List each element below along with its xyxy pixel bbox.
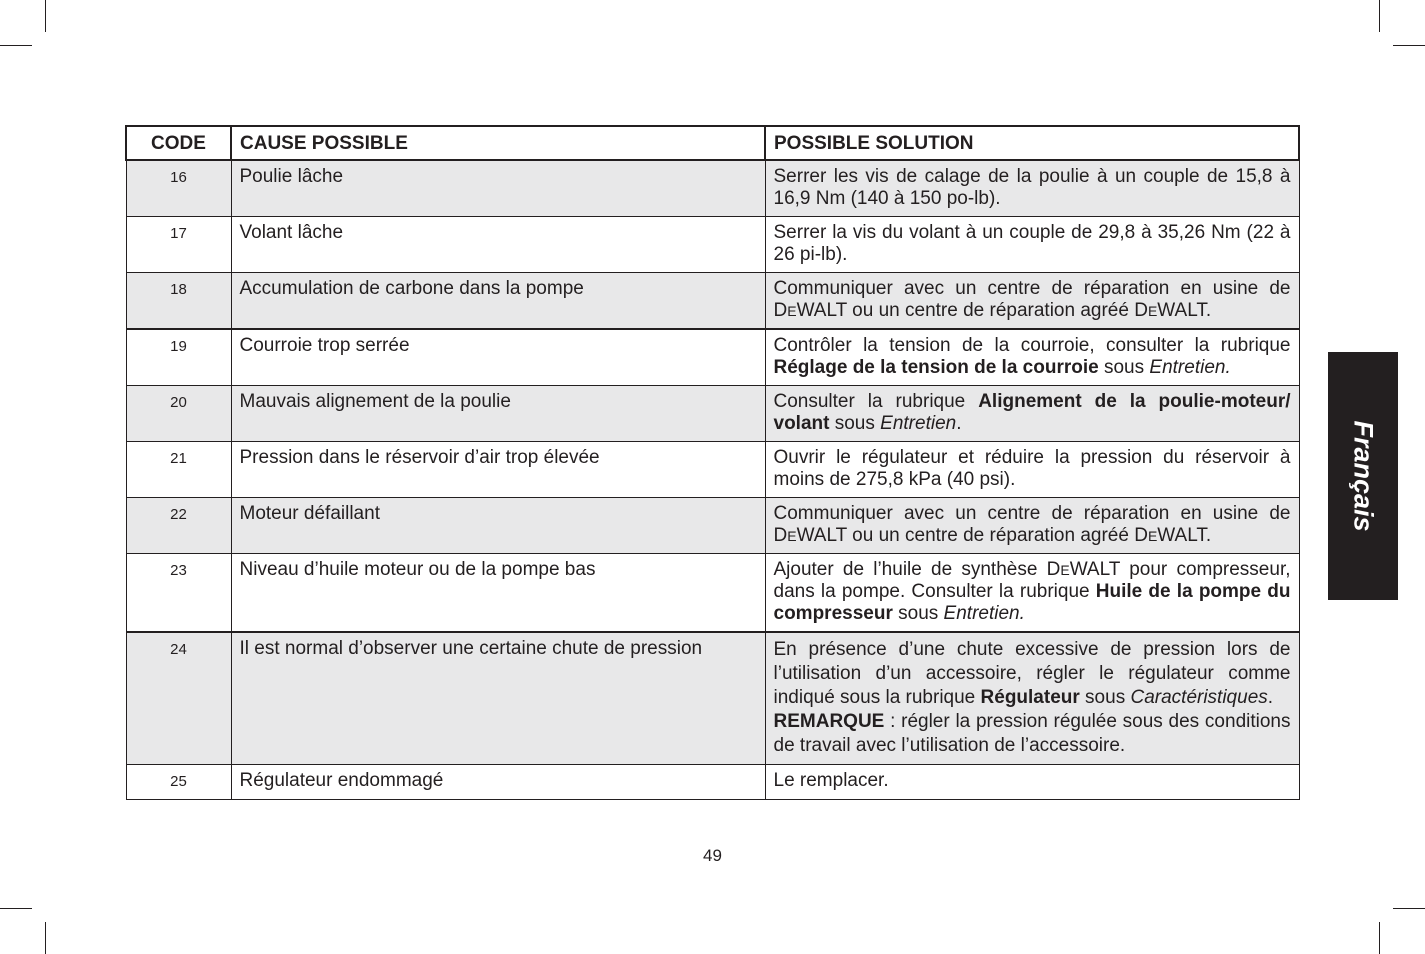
row-cause: Poulie lâche	[231, 160, 765, 217]
row-code: 25	[126, 765, 231, 800]
crop-mark	[1393, 908, 1425, 909]
header-solution: POSSIBLE SOLUTION	[765, 126, 1299, 160]
table-row	[126, 765, 1299, 800]
row-cause: Mauvais alignement de la poulie	[231, 386, 765, 442]
row-solution: Serrer les vis de calage de la poulie à un couple de 15,8 à 16,9 Nm (140 à 150 po-lb).	[765, 160, 1299, 217]
row-cause: Volant lâche	[231, 217, 765, 273]
row-cause: Niveau d’huile moteur ou de la pompe bas	[231, 554, 765, 633]
row-code: 17	[126, 217, 231, 273]
row-code: 19	[126, 329, 231, 386]
header-cause: CAUSE POSSIBLE	[231, 126, 765, 160]
table-row	[126, 160, 1299, 217]
crop-mark	[1379, 0, 1380, 32]
row-code: 21	[126, 442, 231, 498]
crop-mark	[1393, 45, 1425, 46]
row-cause: Pression dans le réservoir d’air trop élevée	[231, 442, 765, 498]
row-code: 20	[126, 386, 231, 442]
table-row	[126, 498, 1299, 554]
row-cause: Il est normal d’observer une certaine chute de pression	[231, 632, 765, 765]
row-solution: Ouvrir le régulateur et réduire la pression du réservoir à moins de 275,8 kPa (40 psi).	[765, 442, 1299, 498]
table-row	[126, 442, 1299, 498]
row-solution: Consulter la rubrique Alignement de la poulie-moteur/ volant sous Entretien.	[765, 386, 1299, 442]
table-header-row	[126, 126, 1299, 160]
row-code: 23	[126, 554, 231, 633]
table-row	[126, 632, 1299, 765]
table-row	[126, 554, 1299, 633]
row-code: 24	[126, 632, 231, 765]
crop-mark	[1379, 922, 1380, 954]
row-solution: Communiquer avec un centre de réparation en usine de DEWALT ou un centre de réparation agréé DEWALT.	[765, 273, 1299, 330]
row-solution: En présence d’une chute excessive de pression lors de l’utilisation d’un accessoire, régler le régulateur comme indiqué sous la rubrique Régulateur sous Caractéristiques. REMARQUE : régler la pression régulée sous des conditions de travail avec l’utilisation de l’accessoire.	[765, 632, 1299, 765]
language-label: Français	[1348, 420, 1379, 532]
row-code: 18	[126, 273, 231, 330]
row-solution: Contrôler la tension de la courroie, consulter la rubrique Réglage de la tension de la courroie sous Entretien.	[765, 329, 1299, 386]
crop-mark	[0, 908, 32, 909]
row-cause: Régulateur endommagé	[231, 765, 765, 800]
row-code: 22	[126, 498, 231, 554]
table-row	[126, 273, 1299, 330]
row-cause: Moteur défaillant	[231, 498, 765, 554]
row-cause: Accumulation de carbone dans la pompe	[231, 273, 765, 330]
row-solution: Le remplacer.	[765, 765, 1299, 800]
header-code: CODE	[126, 126, 231, 160]
page-number: 49	[703, 846, 722, 865]
crop-mark	[0, 45, 32, 46]
row-code: 16	[126, 160, 231, 217]
table-row	[126, 217, 1299, 273]
row-solution: Serrer la vis du volant à un couple de 29,8 à 35,26 Nm (22 à 26 pi-lb).	[765, 217, 1299, 273]
troubleshooting-table	[125, 125, 1300, 800]
table-row	[126, 386, 1299, 442]
crop-mark	[45, 922, 46, 954]
row-solution: Ajouter de l’huile de synthèse DEWALT pour compresseur, dans la pompe. Consulter la rubrique Huile de la pompe du compresseur sous Entretien.	[765, 554, 1299, 633]
row-solution: Communiquer avec un centre de réparation en usine de DEWALT ou un centre de réparation agréé DEWALT.	[765, 498, 1299, 554]
table-row	[126, 329, 1299, 386]
row-cause: Courroie trop serrée	[231, 329, 765, 386]
language-tab	[1328, 352, 1398, 600]
crop-mark	[45, 0, 46, 32]
